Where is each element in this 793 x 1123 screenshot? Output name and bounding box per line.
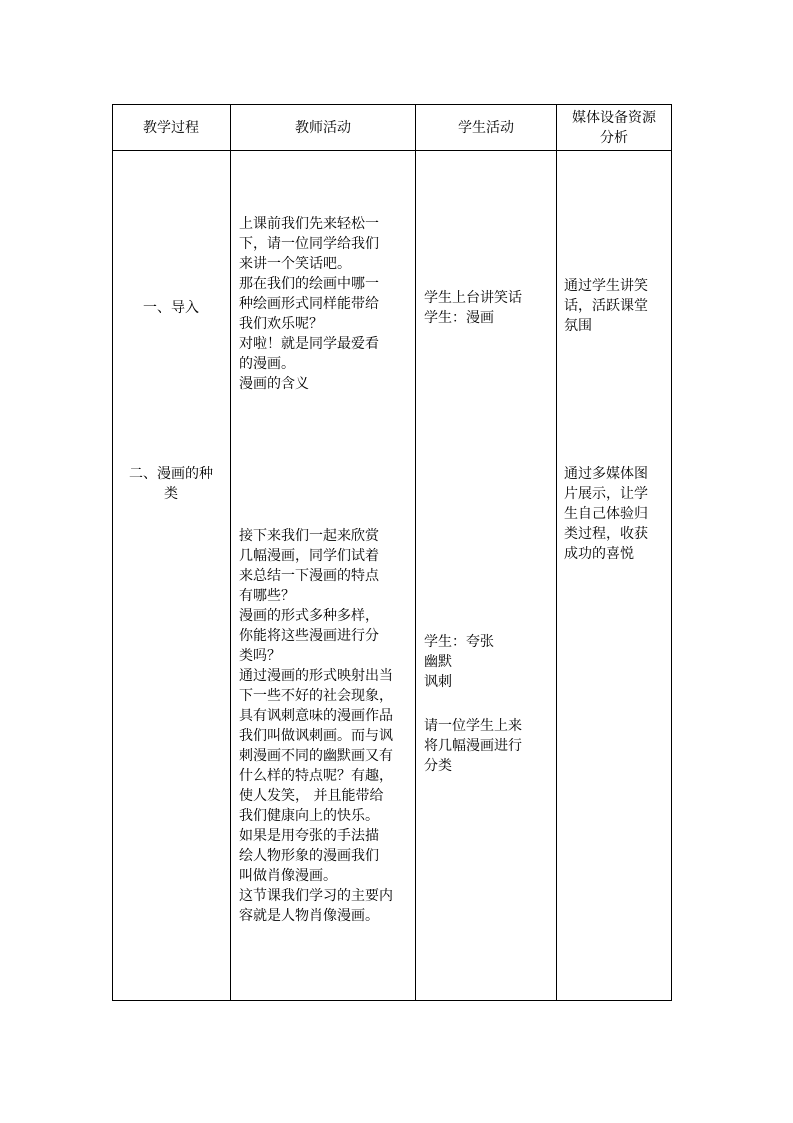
- section-comic-types: 二、漫画的种 类: [129, 466, 213, 502]
- media-analysis-block-2: 通过多媒体图 片展示，让学 生自己体验归 类过程，收获 成功的喜悦: [564, 466, 648, 562]
- lesson-plan-table: [112, 104, 672, 1001]
- student-activity-block-2: 学生：夸张 幽默 讽刺: [424, 634, 494, 690]
- header-media-analysis: 媒体设备资源 分析: [572, 110, 656, 146]
- table-border-right: [671, 104, 672, 1001]
- table-border-bottom: [112, 1000, 672, 1001]
- header-divider: [112, 150, 672, 151]
- column-divider-3: [556, 104, 557, 1001]
- teacher-activity-block-2: [239, 526, 415, 926]
- teacher-paragraph: 这节课我们学习的主要内 容就是人物肖像漫画。: [239, 888, 393, 924]
- table-border-top: [112, 104, 672, 105]
- teacher-paragraph: 漫画的含义: [239, 376, 309, 392]
- column-divider-1: [230, 104, 231, 1001]
- header-teacher-activity: 教师活动: [295, 120, 351, 136]
- section-intro: 一、导入: [143, 300, 199, 316]
- header-teaching-process: 教学过程: [143, 120, 199, 136]
- teacher-paragraph: 如果是用夸张的手法描 绘人物形象的漫画我们 叫做肖像漫画。: [239, 828, 379, 884]
- teacher-paragraph: 上课前我们先来轻松一 下，请一位同学给我们 来讲一个笑话吧。: [239, 216, 379, 272]
- teacher-activity-block-1: [239, 214, 415, 394]
- teacher-paragraph: 漫画的形式多种多样， 你能将这些漫画进行分 类吗？: [239, 608, 379, 664]
- header-student-activity: 学生活动: [458, 120, 514, 136]
- teacher-paragraph: 那在我们的绘画中哪一 种绘画形式同样能带给 我们欢乐呢？: [239, 276, 379, 332]
- student-activity-block-1: 学生上台讲笑话 学生：漫画: [424, 290, 522, 326]
- teacher-paragraph: 接下来我们一起来欣赏 几幅漫画，同学们试着 来总结一下漫画的特点 有哪些？: [239, 528, 379, 604]
- teacher-paragraph: 通过漫画的形式映射出当 下一些不好的社会现象， 具有讽刺意味的漫画作品 我们叫做讽刺画。而与讽 刺漫画不同的幽默画又有 什么样的特点呢？有趣， 使人发笑， 并且能带给 我们健康向上的快乐。: [239, 668, 393, 824]
- teacher-paragraph: 对啦！就是同学最爱看 的漫画。: [239, 336, 379, 372]
- column-divider-2: [415, 104, 416, 1001]
- student-activity-block-3: 请一位学生上来 将几幅漫画进行 分类: [424, 718, 522, 774]
- table-border-left: [112, 104, 113, 1001]
- media-analysis-block-1: 通过学生讲笑 话，活跃课堂 氛围: [564, 278, 648, 334]
